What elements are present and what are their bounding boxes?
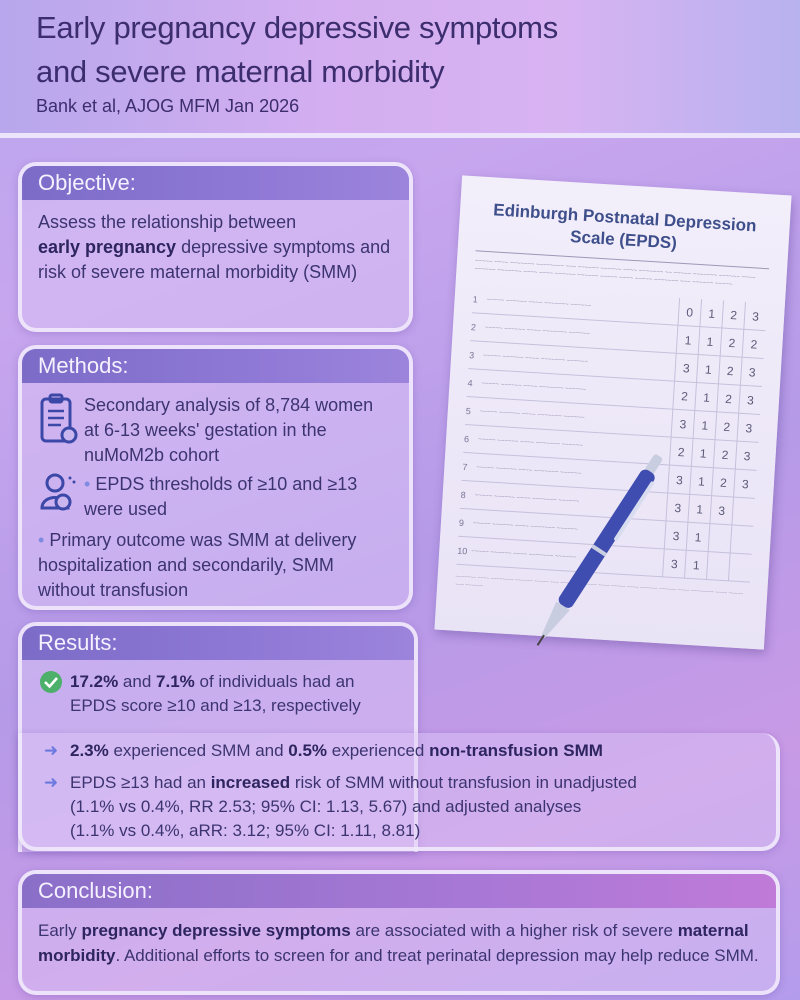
citation: Bank et al, AJOG MFM Jan 2026	[36, 96, 300, 116]
epds-score-cell: 1	[696, 355, 720, 384]
epds-score-cell: 3	[740, 357, 764, 386]
result-text	[70, 771, 637, 843]
emphasis: non-transfusion SMM	[429, 741, 603, 760]
epds-item-number: 1	[472, 293, 478, 305]
epds-score-cell: 2	[669, 437, 693, 466]
epds-form-title: Edinburgh Postnatal Depression Scale (EPDS)	[492, 200, 758, 253]
methods-body	[22, 383, 409, 610]
epds-score-cell: 2	[672, 381, 696, 410]
epds-score-cell: 2	[711, 468, 735, 497]
epds-item-question: ~~~~~ ~~~~~~ ~~~~ ~~~~~~~ ~~~~~~	[472, 520, 578, 533]
methods-item	[38, 393, 393, 468]
header	[0, 0, 800, 138]
epds-score-cell: 1	[693, 410, 717, 439]
epds-item-question: ~~~~~ ~~~~~~ ~~~~ ~~~~~~~ ~~~~~~	[484, 324, 590, 337]
objective-panel	[18, 162, 413, 332]
epds-item-number: 5	[465, 405, 472, 416]
text: (1.1% vs 0.4%, RR 2.53; 95% CI: 1.13, 5.67) and adjusted analyses	[70, 797, 582, 816]
emphasis: 7.1%	[156, 672, 195, 691]
epds-score-cell: 3	[736, 413, 760, 442]
epds-item-question: ~~~~~ ~~~~~~ ~~~~ ~~~~~~~ ~~~~~~	[486, 296, 592, 309]
epds-score-cell: 3	[709, 496, 733, 525]
epds-score-cell: 1	[699, 299, 723, 328]
epds-item-number: 8	[460, 489, 467, 500]
methods-heading: Methods:	[22, 349, 409, 383]
text: risk of SMM without transfusion in unadjusted	[290, 773, 637, 792]
arrow-right-icon: ➜	[43, 773, 59, 792]
epds-score-cell	[728, 553, 752, 582]
epds-item-question: ~~~~~ ~~~~~~ ~~~~ ~~~~~~~ ~~~~~~	[471, 548, 577, 561]
epds-score-cell: 1	[684, 550, 708, 579]
epds-score-cell: 3	[664, 521, 688, 550]
epds-item-number: 7	[462, 461, 468, 472]
title-line-2: and severe maternal morbidity	[36, 54, 445, 89]
epds-item-number: 10	[456, 545, 468, 556]
conclusion-panel	[18, 870, 780, 995]
epds-score-cell: 3	[735, 441, 759, 470]
epds-score-cell: 2	[715, 412, 739, 441]
epds-item-question: ~~~~~ ~~~~~~ ~~~~ ~~~~~~~ ~~~~~~	[479, 408, 585, 421]
objective-text	[22, 200, 409, 295]
check-circle-icon	[38, 670, 64, 694]
result-item	[38, 739, 760, 763]
epds-score-cell: 3	[733, 469, 757, 498]
emphasis: early pregnancy	[38, 237, 177, 257]
text: Early	[38, 921, 82, 940]
epds-score-cell: 1	[694, 383, 718, 412]
arrow-right-icon: ➜	[43, 741, 59, 760]
text: Assess the relationship between	[38, 212, 297, 232]
epds-score-cell: 3	[743, 301, 767, 330]
epds-item-number: 9	[458, 517, 465, 528]
text: (1.1% vs 0.4%, aRR: 3.12; 95% CI: 1.11, 8.81)	[70, 821, 421, 840]
clipboard-icon	[38, 393, 80, 447]
epds-score-cell: 3	[738, 385, 762, 414]
text: and	[118, 672, 157, 691]
epds-score-cell: 3	[662, 549, 686, 578]
epds-item-question: ~~~~~ ~~~~~~ ~~~~ ~~~~~~~ ~~~~~~	[474, 492, 580, 505]
emphasis: 0.5%	[288, 741, 328, 760]
text: of individuals had an EPDS score ≥10 and ≥13, respectively	[70, 672, 361, 715]
results-heading: Results:	[22, 626, 414, 660]
epds-score-cell: 3	[674, 353, 698, 382]
epds-item-number: 3	[468, 349, 475, 360]
epds-score-cell: 2	[718, 356, 742, 385]
epds-score-cell	[706, 552, 730, 581]
epds-item-question: ~~~~~ ~~~~~~ ~~~~ ~~~~~~~ ~~~~~~	[476, 464, 582, 477]
results-panel-wide	[18, 733, 780, 851]
epds-score-cell: 2	[720, 328, 744, 357]
text: experienced SMM and	[108, 741, 289, 760]
emphasis: 2.3%	[70, 741, 109, 760]
emphasis: pregnancy depressive symptoms	[81, 921, 351, 940]
epds-score-cell: 2	[716, 384, 740, 413]
methods-item	[38, 472, 393, 522]
epds-score-cell: 1	[676, 325, 700, 354]
result-item	[38, 670, 398, 718]
result-text	[70, 670, 398, 718]
epds-item-question: ~~~~~ ~~~~~~ ~~~~ ~~~~~~~ ~~~~~~	[481, 380, 587, 393]
epds-form-instructions: ~~~~~ ~~~~ ~~~~~~~ ~~~~~~~~ ~~~ ~~~~~~ ~~~~~~ ~~~~ ~~~~~~~ ~~ ~~~~~ ~~~~~~~ ~~~~~~ ~~~~ ~~~~~~ ~~~~~~~ ~~~~ ~~~~ ~~~~~~ ~~~~~~ ~~~~~ ~~~~ ~~~~~ ~~~~~~~ ~~~ ~~~~~~ ~~~~~	[474, 258, 756, 289]
result-item	[38, 771, 760, 843]
epds-item-number: 6	[463, 433, 470, 444]
epds-item-number: 4	[467, 377, 473, 388]
methods-panel	[18, 345, 413, 610]
epds-score-cell: 1	[687, 494, 711, 523]
epds-score-cell	[730, 525, 754, 554]
results-body-wide	[22, 733, 776, 851]
emphasis: maternal morbidity	[38, 921, 749, 965]
emphasis: increased	[210, 773, 291, 792]
text: are associated with a higher risk of severe	[350, 921, 678, 940]
epds-score-cell: 1	[689, 466, 713, 495]
epds-score-cell	[708, 524, 732, 553]
emphasis: 17.2%	[70, 672, 119, 691]
epds-score-cell: 2	[713, 440, 737, 469]
epds-item-number: 2	[470, 321, 477, 332]
objective-heading: Objective:	[22, 166, 409, 200]
epds-score-cell: 2	[742, 329, 766, 358]
epds-score-cell: 0	[677, 297, 701, 326]
methods-item-text: • Primary outcome was SMM at delivery hospitalization and secondarily, SMM without transfusion	[38, 528, 393, 603]
epds-item-question: ~~~~~ ~~~~~~ ~~~~ ~~~~~~~ ~~~~~~	[483, 352, 589, 365]
conclusion-heading: Conclusion:	[22, 874, 776, 908]
text: experienced	[327, 741, 430, 760]
methods-item-text: Secondary analysis of 8,784 women at 6-13 weeks' gestation in the nuMoM2b cohort	[84, 395, 374, 465]
result-text	[70, 739, 603, 763]
results-body	[22, 660, 414, 728]
epds-score-cell: 3	[667, 465, 691, 494]
people-icon	[38, 472, 80, 512]
epds-score-cell: 2	[721, 300, 745, 329]
epds-score-cell: 1	[686, 522, 710, 551]
epds-form-footer: ~~~~~~~ ~~~~ ~~~~~~~~ ~~~~~~ ~~~~~ ~~~ ~~~~~ ~~~~~~~ ~~~~ ~~~~~ ~~~~ ~~~~~~ ~~~~~~ ~~~~ ~~~~~~~~ ~~~~ ~~~~~ ~~~ ~~~~~~	[455, 573, 744, 598]
methods-item-text: • EPDS thresholds of ≥10 and ≥13 were used	[84, 472, 393, 522]
text: . Additional efforts to screen for and treat perinatal depression may help reduce SMM.	[115, 946, 759, 965]
epds-score-cell: 3	[665, 493, 689, 522]
title-line-1: Early pregnancy depressive symptoms	[36, 10, 558, 45]
text: depressive symptoms and risk of severe maternal morbidity (SMM)	[38, 237, 391, 282]
epds-score-cell: 1	[691, 438, 715, 467]
epds-item-question: ~~~~~ ~~~~~~ ~~~~ ~~~~~~~ ~~~~~~	[477, 436, 583, 449]
epds-score-cell: 3	[671, 409, 695, 438]
epds-score-cell	[731, 497, 755, 526]
conclusion-text	[22, 908, 776, 978]
epds-score-cell: 1	[698, 327, 722, 356]
text: EPDS ≥13 had an	[70, 773, 211, 792]
page-title	[36, 6, 736, 94]
epds-form-image	[434, 175, 791, 649]
